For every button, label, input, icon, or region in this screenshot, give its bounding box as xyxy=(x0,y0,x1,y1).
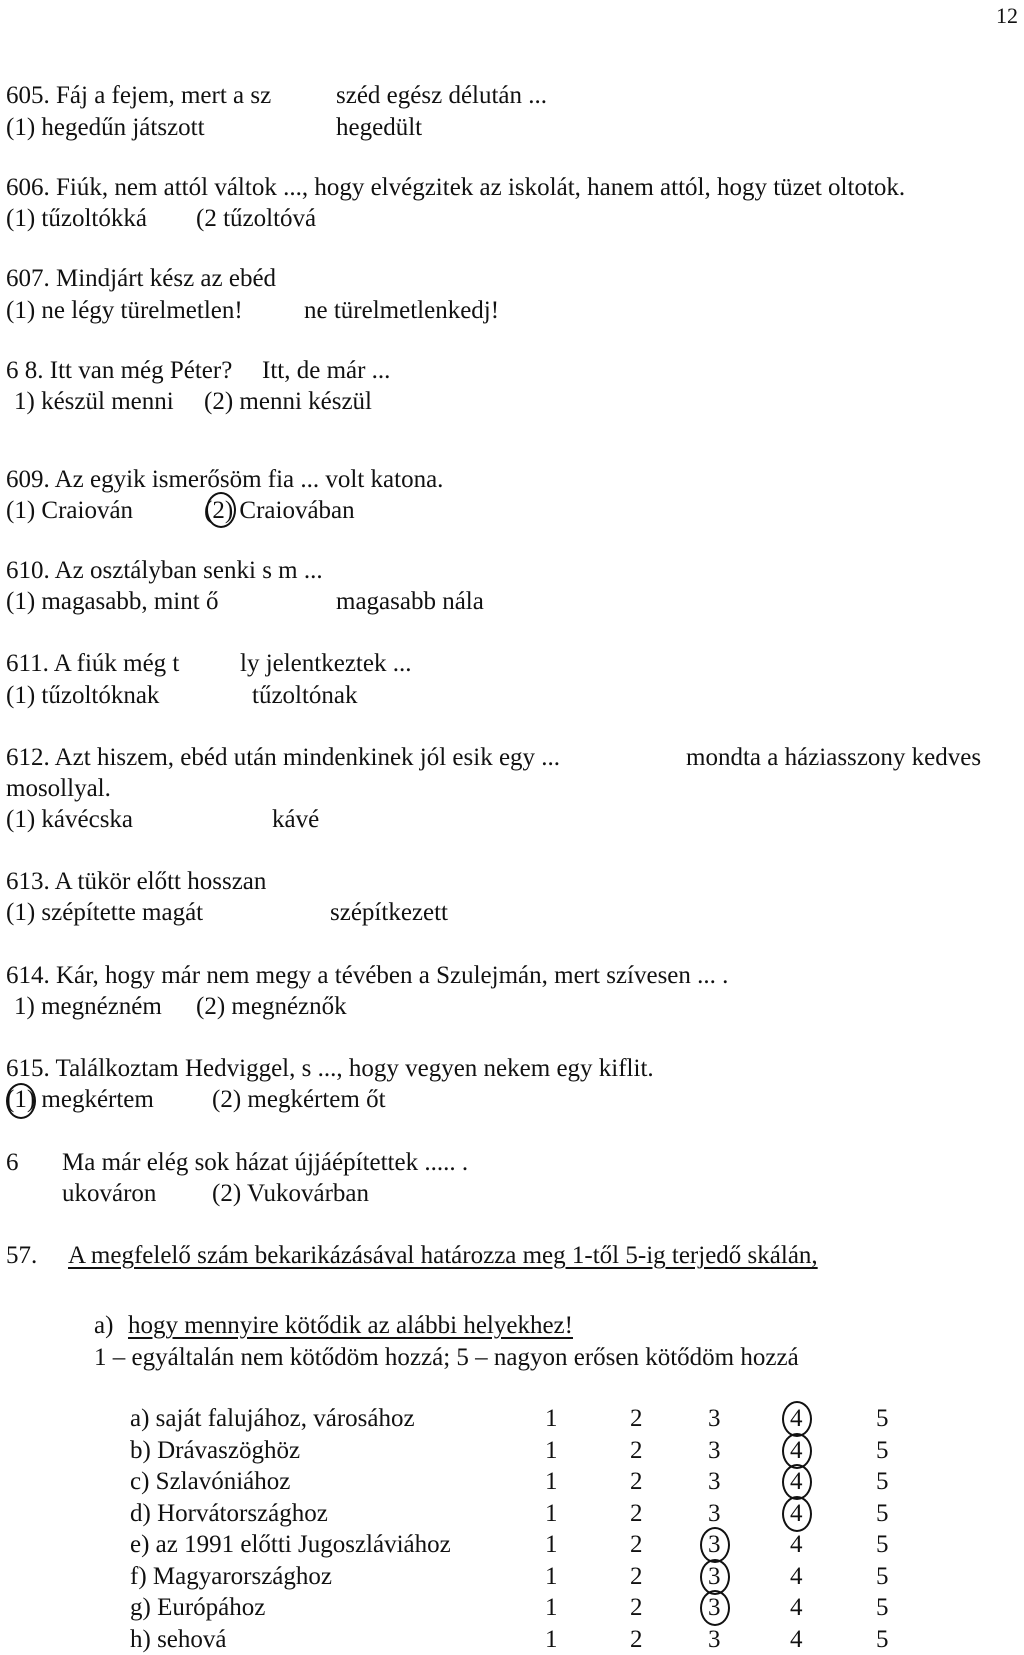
rating-option-4[interactable]: 4 xyxy=(790,1531,803,1558)
rating-option-5[interactable]: 5 xyxy=(876,1594,889,1621)
question-615-option-2: (2) megkértem őt xyxy=(212,1086,386,1113)
question-616-option-1: ukováron xyxy=(62,1180,157,1207)
answer-circle-mark xyxy=(6,1083,36,1119)
rating-option-1[interactable]: 1 xyxy=(545,1531,558,1558)
rating-option-2[interactable]: 2 xyxy=(630,1562,643,1590)
question-613-text: 613. A tükör előtt hosszan xyxy=(6,868,267,895)
rating-row xyxy=(130,1403,890,1434)
rating-row-label: c) Szlavóniához xyxy=(130,1468,291,1495)
rating-option-5[interactable]: 5 xyxy=(876,1562,889,1590)
rating-selection-circle xyxy=(782,1464,812,1500)
question-611-option-1: (1) tűzoltóknak xyxy=(6,682,160,709)
rating-option-2[interactable]: 2 xyxy=(630,1499,643,1527)
rating-option-3[interactable]: 3 xyxy=(708,1499,721,1527)
rating-row xyxy=(130,1435,890,1466)
rating-option-2[interactable]: 2 xyxy=(630,1436,643,1464)
rating-row-label: g) Európához xyxy=(130,1594,266,1621)
rating-option-4[interactable]: 4 xyxy=(790,1405,803,1432)
question-606-option-2: (2 tűzoltóvá xyxy=(196,205,317,232)
answer-circle-mark xyxy=(206,492,236,528)
rating-row xyxy=(130,1466,890,1497)
question-610-text: 610. Az osztályban senki s m ... xyxy=(6,557,323,584)
question-614-text: 614. Kár, hogy már nem megy a tévében a Szulejmán, mert szívesen ... . xyxy=(6,962,729,989)
question-612-text-b: mondta a háziasszony kedves xyxy=(686,744,982,771)
rating-option-5[interactable]: 5 xyxy=(876,1499,889,1527)
question-606-text: 606. Fiúk, nem attól váltok ..., hogy elvégzitek az iskolát, hanem attól, hogy tüzet oltotok. xyxy=(6,174,906,201)
rating-row-label: e) az 1991 előtti Jugoszláviához xyxy=(130,1531,451,1558)
question-607-text: 607. Mindjárt kész az ebéd xyxy=(6,265,277,292)
rating-option-5[interactable]: 5 xyxy=(876,1468,889,1495)
rating-selection-circle xyxy=(782,1401,812,1437)
question-606-option-1: (1) tűzoltókká xyxy=(6,205,147,232)
question-609-option-1: (1) Craiován xyxy=(6,497,134,524)
section-57-sub-heading: hogy mennyire kötődik az alábbi helyekhez! xyxy=(128,1312,573,1339)
rating-row xyxy=(130,1498,890,1529)
rating-selection-circle xyxy=(700,1527,730,1563)
question-613-option-1: (1) szépítette magát xyxy=(6,899,204,926)
section-57-heading: A megfelelő szám bekarikázásával határozza meg 1-től 5-ig terjedő skálán, xyxy=(68,1242,818,1269)
rating-row-label: h) sehová xyxy=(130,1625,227,1653)
question-607-option-1: (1) ne légy türelmetlen! xyxy=(6,297,243,324)
rating-option-2[interactable]: 2 xyxy=(630,1625,643,1653)
rating-option-1[interactable]: 1 xyxy=(545,1468,558,1495)
rating-option-5[interactable]: 5 xyxy=(876,1436,889,1464)
rating-option-3[interactable]: 3 xyxy=(708,1625,721,1653)
question-609-text: 609. Az egyik ismerősöm fia ... volt katona. xyxy=(6,466,444,493)
question-615-text: 615. Találkoztam Hedviggel, s ..., hogy vegyen nekem egy kiflit. xyxy=(6,1055,654,1082)
rating-option-4[interactable]: 4 xyxy=(790,1625,803,1653)
rating-option-2[interactable]: 2 xyxy=(630,1531,643,1558)
rating-row-label: a) saját falujához, városához xyxy=(130,1405,415,1432)
question-608-text-b: Itt, de már ... xyxy=(262,357,391,384)
question-608-text: 6 8. Itt van még Péter? xyxy=(6,357,233,384)
question-612-text-c: mosollyal. xyxy=(6,775,111,802)
question-611-option-2: tűzoltónak xyxy=(252,682,358,709)
rating-option-3[interactable]: 3 xyxy=(708,1562,721,1590)
rating-option-1[interactable]: 1 xyxy=(545,1499,558,1527)
rating-option-5[interactable]: 5 xyxy=(876,1405,889,1432)
rating-option-3[interactable]: 3 xyxy=(708,1468,721,1495)
question-610-option-1: (1) magasabb, mint ő xyxy=(6,588,219,615)
rating-option-5[interactable]: 5 xyxy=(876,1625,889,1653)
question-605-option-1: (1) hegedűn játszott xyxy=(6,114,205,141)
rating-option-3[interactable]: 3 xyxy=(708,1436,721,1464)
rating-row xyxy=(130,1592,890,1623)
rating-option-1[interactable]: 1 xyxy=(545,1594,558,1621)
scale-note: 1 – egyáltalán nem kötődöm hozzá; 5 – nagyon erősen kötődöm hozzá xyxy=(94,1344,799,1371)
question-605-text: 605. Fáj a fejem, mert a sz xyxy=(6,82,272,109)
rating-row-label: d) Horvátországhoz xyxy=(130,1499,328,1527)
rating-row xyxy=(130,1529,890,1560)
rating-selection-circle xyxy=(700,1590,730,1626)
rating-row xyxy=(130,1561,890,1592)
question-613-option-2: szépítkezett xyxy=(330,899,448,926)
question-608-option-2: (2) menni készül xyxy=(204,388,373,415)
rating-row-label: b) Drávaszöghöz xyxy=(130,1436,301,1464)
rating-row-label: f) Magyarországhoz xyxy=(130,1562,332,1590)
question-608-option-1: 1) készül menni xyxy=(14,388,174,415)
rating-row xyxy=(130,1624,890,1655)
rating-option-3[interactable]: 3 xyxy=(708,1405,721,1432)
page-number: 12 xyxy=(996,3,1018,28)
rating-option-4[interactable]: 4 xyxy=(790,1499,803,1527)
rating-option-4[interactable]: 4 xyxy=(790,1436,803,1464)
question-607-option-2: ne türelmetlenkedj! xyxy=(304,297,500,324)
question-612-option-1: (1) kávécska xyxy=(6,806,134,833)
rating-option-1[interactable]: 1 xyxy=(545,1562,558,1590)
question-616-number: 6 xyxy=(6,1149,19,1176)
rating-option-2[interactable]: 2 xyxy=(630,1405,643,1432)
question-615-option-1: (1) megkértem xyxy=(6,1086,154,1113)
section-57-number: 57. xyxy=(6,1242,38,1269)
question-605-text-b: széd egész délután ... xyxy=(336,82,548,109)
rating-option-2[interactable]: 2 xyxy=(630,1468,643,1495)
question-611-text-b: ly jelentkeztek ... xyxy=(240,650,412,677)
rating-option-4[interactable]: 4 xyxy=(790,1562,803,1590)
rating-option-5[interactable]: 5 xyxy=(876,1531,889,1558)
section-57-sub-label: a) xyxy=(94,1312,114,1339)
question-610-option-2: magasabb nála xyxy=(336,588,484,615)
question-616-option-2: (2) Vukovárban xyxy=(212,1180,370,1207)
question-612-text: 612. Azt hiszem, ebéd után mindenkinek jól esik egy ... xyxy=(6,744,561,771)
rating-option-4[interactable]: 4 xyxy=(790,1468,803,1495)
rating-option-4[interactable]: 4 xyxy=(790,1594,803,1621)
question-616-text: Ma már elég sok házat újjáépítettek ..... . xyxy=(62,1149,469,1176)
rating-option-1[interactable]: 1 xyxy=(545,1625,558,1653)
question-614-option-1: 1) megnézném xyxy=(14,993,162,1020)
question-614-option-2: (2) megnéznők xyxy=(196,993,347,1020)
question-605-option-2: hegedült xyxy=(336,114,423,141)
rating-option-1[interactable]: 1 xyxy=(545,1436,558,1464)
question-612-option-2: kávé xyxy=(272,806,320,833)
question-609-option-2: (2) Craiovában xyxy=(204,497,355,524)
rating-selection-circle xyxy=(782,1496,812,1532)
rating-option-3[interactable]: 3 xyxy=(708,1531,721,1558)
question-611-text: 611. A fiúk még t xyxy=(6,650,180,677)
rating-option-1[interactable]: 1 xyxy=(545,1405,558,1432)
rating-option-3[interactable]: 3 xyxy=(708,1594,721,1621)
rating-option-2[interactable]: 2 xyxy=(630,1594,643,1621)
